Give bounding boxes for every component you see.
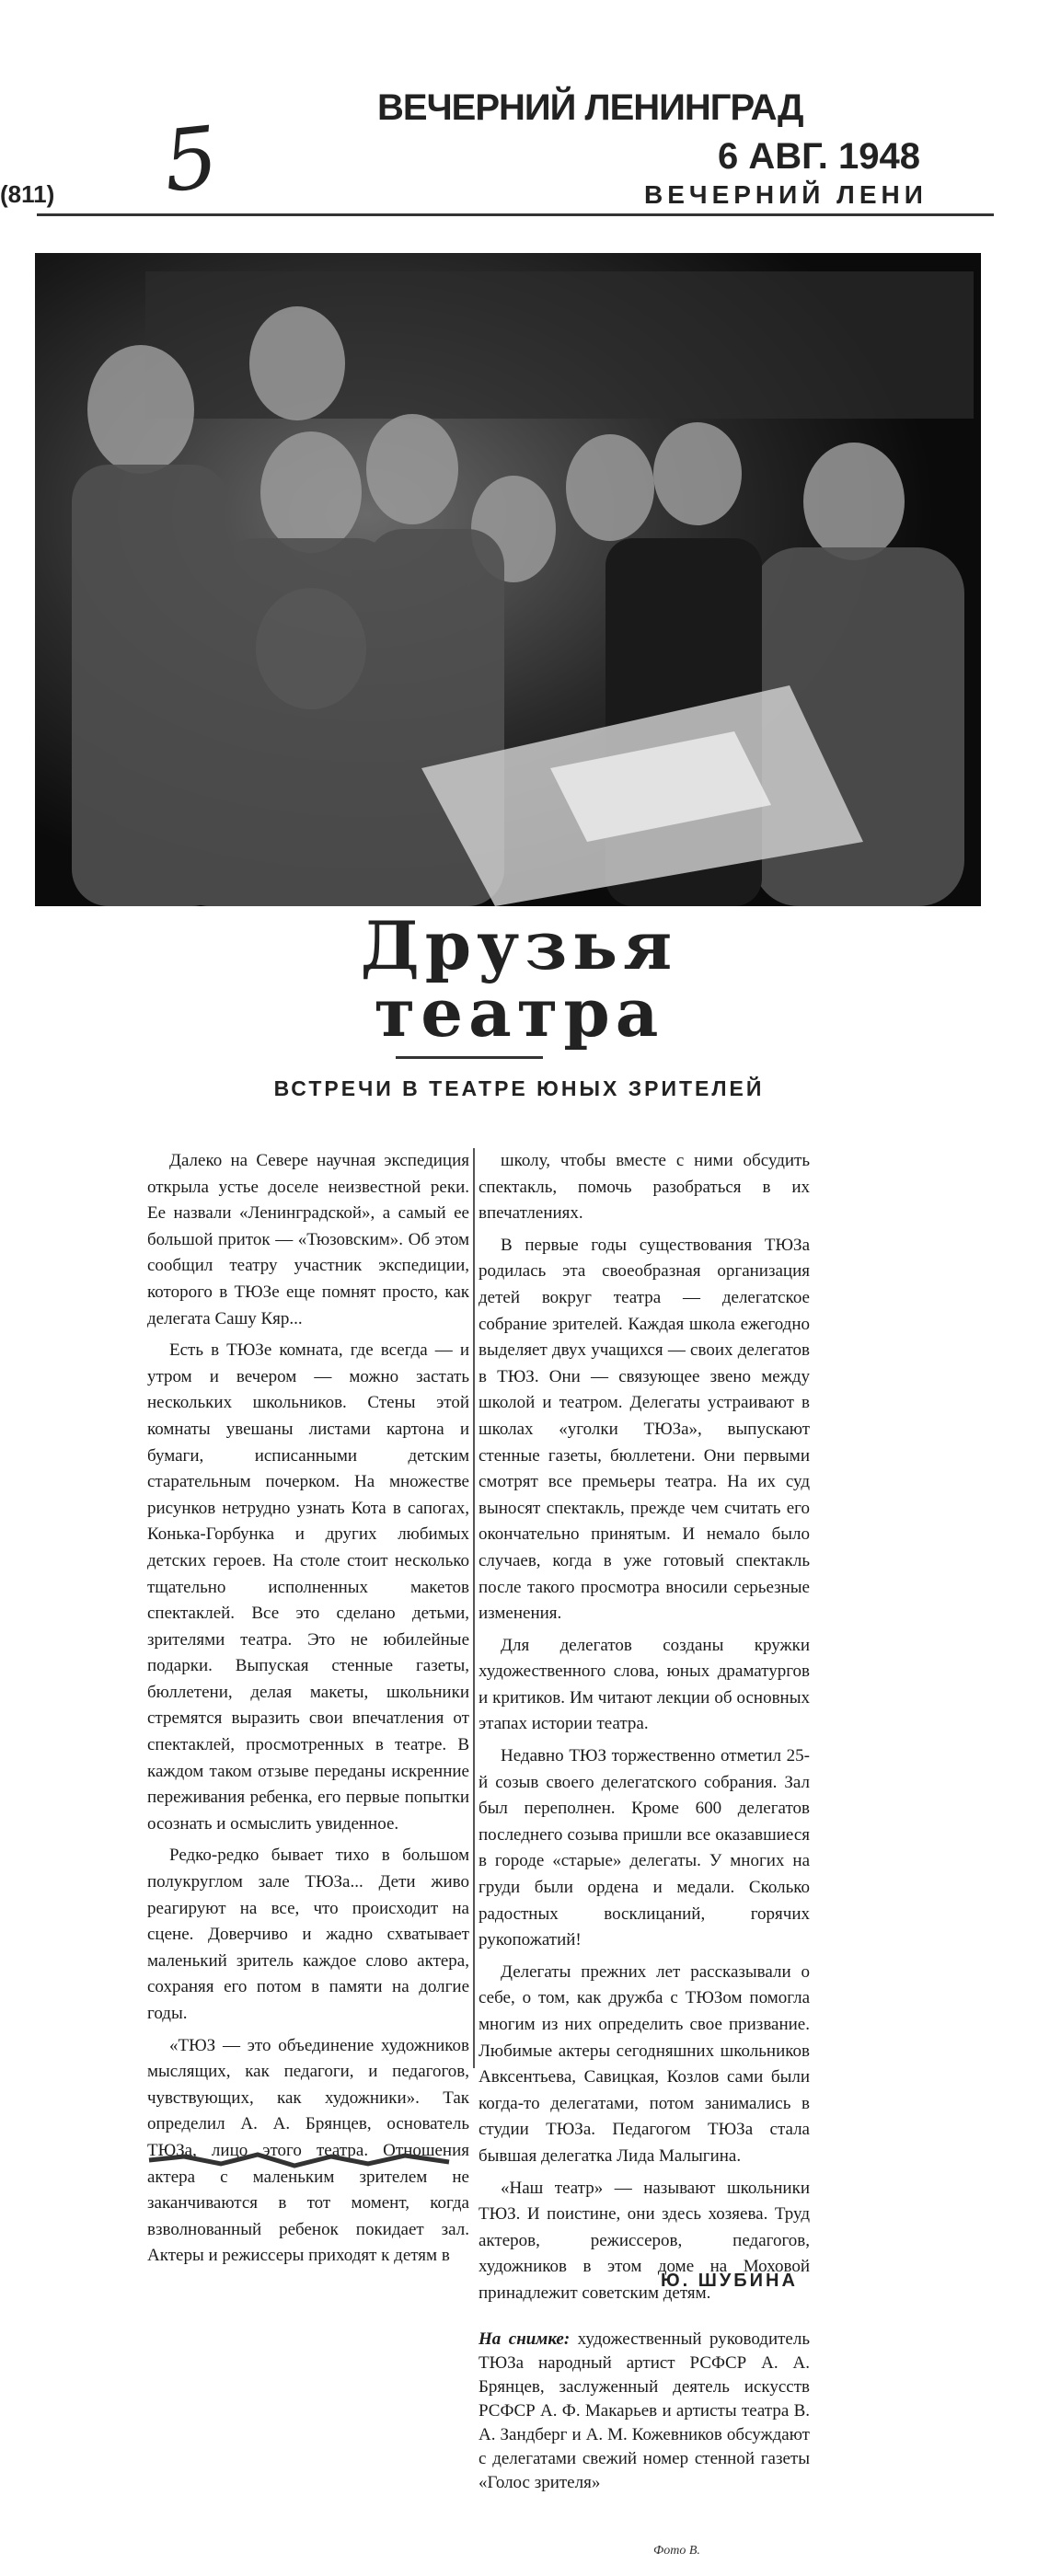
caption-text: художественный руководитель ТЮЗа народный артист РСФСР А. А. Брянцев, заслуженный деятель искусств РСФСР А. Ф. Макарьев и артисты театра В. А. Зандберг и А. М. Кожевников обсуждают с делегатами свежий номер стенной газеты «Голос зрителя»	[479, 2329, 811, 2492]
article-right-column	[479, 1148, 810, 2313]
masthead	[0, 0, 1038, 239]
photo-caption	[479, 2328, 810, 2495]
article-left-column	[147, 1148, 469, 2275]
newspaper-title: ВЕЧЕРНИЙ ЛЕНИНГРАД	[377, 87, 803, 128]
column-divider	[473, 1148, 475, 2068]
paragraph: «ТЮЗ — это объединение художников мыслящих, как педагоги, и педагогов, чувствующих, как художники». Так определил А. А. Брянцев, основатель ТЮЗа, лицо этого театра. Отношения актера с маленьким зрителем не заканчиваются в тот момент, когда взволнованный ребенок покидает зал. Актеры и режиссеры приходят к детям в	[147, 2035, 469, 2266]
section-header: ВЕЧЕРНИЙ ЛЕНИ	[644, 180, 928, 209]
subheadline: ВСТРЕЧИ В ТЕАТРЕ ЮНЫХ ЗРИТЕЛЕЙ	[273, 1076, 765, 1100]
group-photo	[35, 253, 981, 906]
paragraph: Далеко на Севере научная экспедиция открыла устье доселе неизвестной реки. Ее назвали «Ленинградской», а самый ее большой приток — «Тюзовским». Об этом сообщил театру участник экспедиции, которого в ТЮЗе еще помнят просто, как делегата Сашу Кяр...	[147, 1151, 469, 1328]
caption-lead: На снимке:	[479, 2329, 571, 2349]
group-photo-icon	[35, 253, 981, 906]
paragraph: Недавно ТЮЗ торжественно отметил 25-й созыв своего делегатского собрания. Зал был переполнен. Кроме 600 делегатов последнего созыва пришли все оказавшиеся в городе «старые» делегаты. У многих на груди были ордена и медали. Сколько радостных восклицаний, горячих рукопожатий!	[479, 1746, 810, 1950]
headline-divider	[396, 1056, 543, 1059]
paragraph: В первые годы существования ТЮЗа родилась эта своеобразная организация детей вокруг театра — делегатское собрание зрителей. Каждая школа ежегодно выделяет двух учащихся — своих делегатов в ТЮЗ. Они — связующее звено между школой и театром. Делегаты устраивают в школах «уголки ТЮЗа», выпускают стенные газеты, бюллетени. Они первыми смотрят все премьеры театра. На их суд выносят спектакль, прежде чем считать его окончательно принятым. И немало было случаев, когда в уже готовый спектакль после такого просмотра вносили серьезные изменения.	[479, 1235, 810, 1624]
handwritten-mark: 5	[158, 108, 223, 212]
masthead-rule	[37, 213, 994, 216]
headline-line-2: театра	[374, 973, 664, 1052]
paragraph: Делегаты прежних лет рассказывали о себе, о том, как дружба с ТЮЗом помогла многим из них определить свое призвание. Любимые актеры сегодняшних школьников Авксентьева, Савицкая, Козлов сами были когда-то делегатами, потом занимались в студии ТЮЗа. Педагогом ТЮЗа стала бывшая делегатка Лида Малыгина.	[479, 1961, 810, 2166]
pen-scribble-icon	[147, 2147, 451, 2173]
paragraph: школу, чтобы вместе с ними обсудить спектакль, помочь разобраться в их впечатлениях.	[479, 1151, 810, 1224]
paragraph: Для делегатов созданы кружки художественного слова, юных драматургов и критиков. Им читают лекции об основных этапах истории театра.	[479, 1635, 810, 1734]
date-stamp: 6 АВГ. 1948	[718, 136, 921, 177]
paragraph: Редко-редко бывает тихо в большом полукруглом зале ТЮЗа... Дети живо реагируют на все, что происходит на сцене. Доверчиво и жадно схватывает маленький зритель каждое слово актера, сохраняя его потом в памяти на долгие годы.	[147, 1846, 469, 2023]
paragraph: «Наш театр» — называют школьники ТЮЗ. И поистине, они здесь хозяева. Труд актеров, режиссеров, педагогов, художников в этом доме на Моховой принадлежит советским детям.	[479, 2178, 810, 2303]
paragraph: Есть в ТЮЗе комната, где всегда — и утром и вечером — можно застать нескольких школьников. Стены этой комнаты увешаны листами картона и бумаги, исписанными детским старательным почерком. На множестве рисунков нетрудно узнать Кота в сапогах, Конька-Горбунка и других любимых детских героев. На столе стоит несколько тщательно исполненных макетов спектаклей. Все это сделано детьми, зрителями театра. Это не юбилейные подарки. Выпуская стенные газеты, бюллетени, делая макеты, школьники стремятся выразить свои впечатления от спектаклей, просмотренных в театре. В каждом таком отзыве переданы искренние переживания ребенка, его первые попытки осознать и осмыслить увиденное.	[147, 1340, 469, 1834]
photo-credit: Фото В.	[653, 2544, 700, 2558]
issue-number: (811)	[0, 180, 55, 208]
author-signature: Ю. ШУБИНА	[661, 2271, 798, 2291]
headline-line-1: Друзья	[360, 906, 678, 984]
